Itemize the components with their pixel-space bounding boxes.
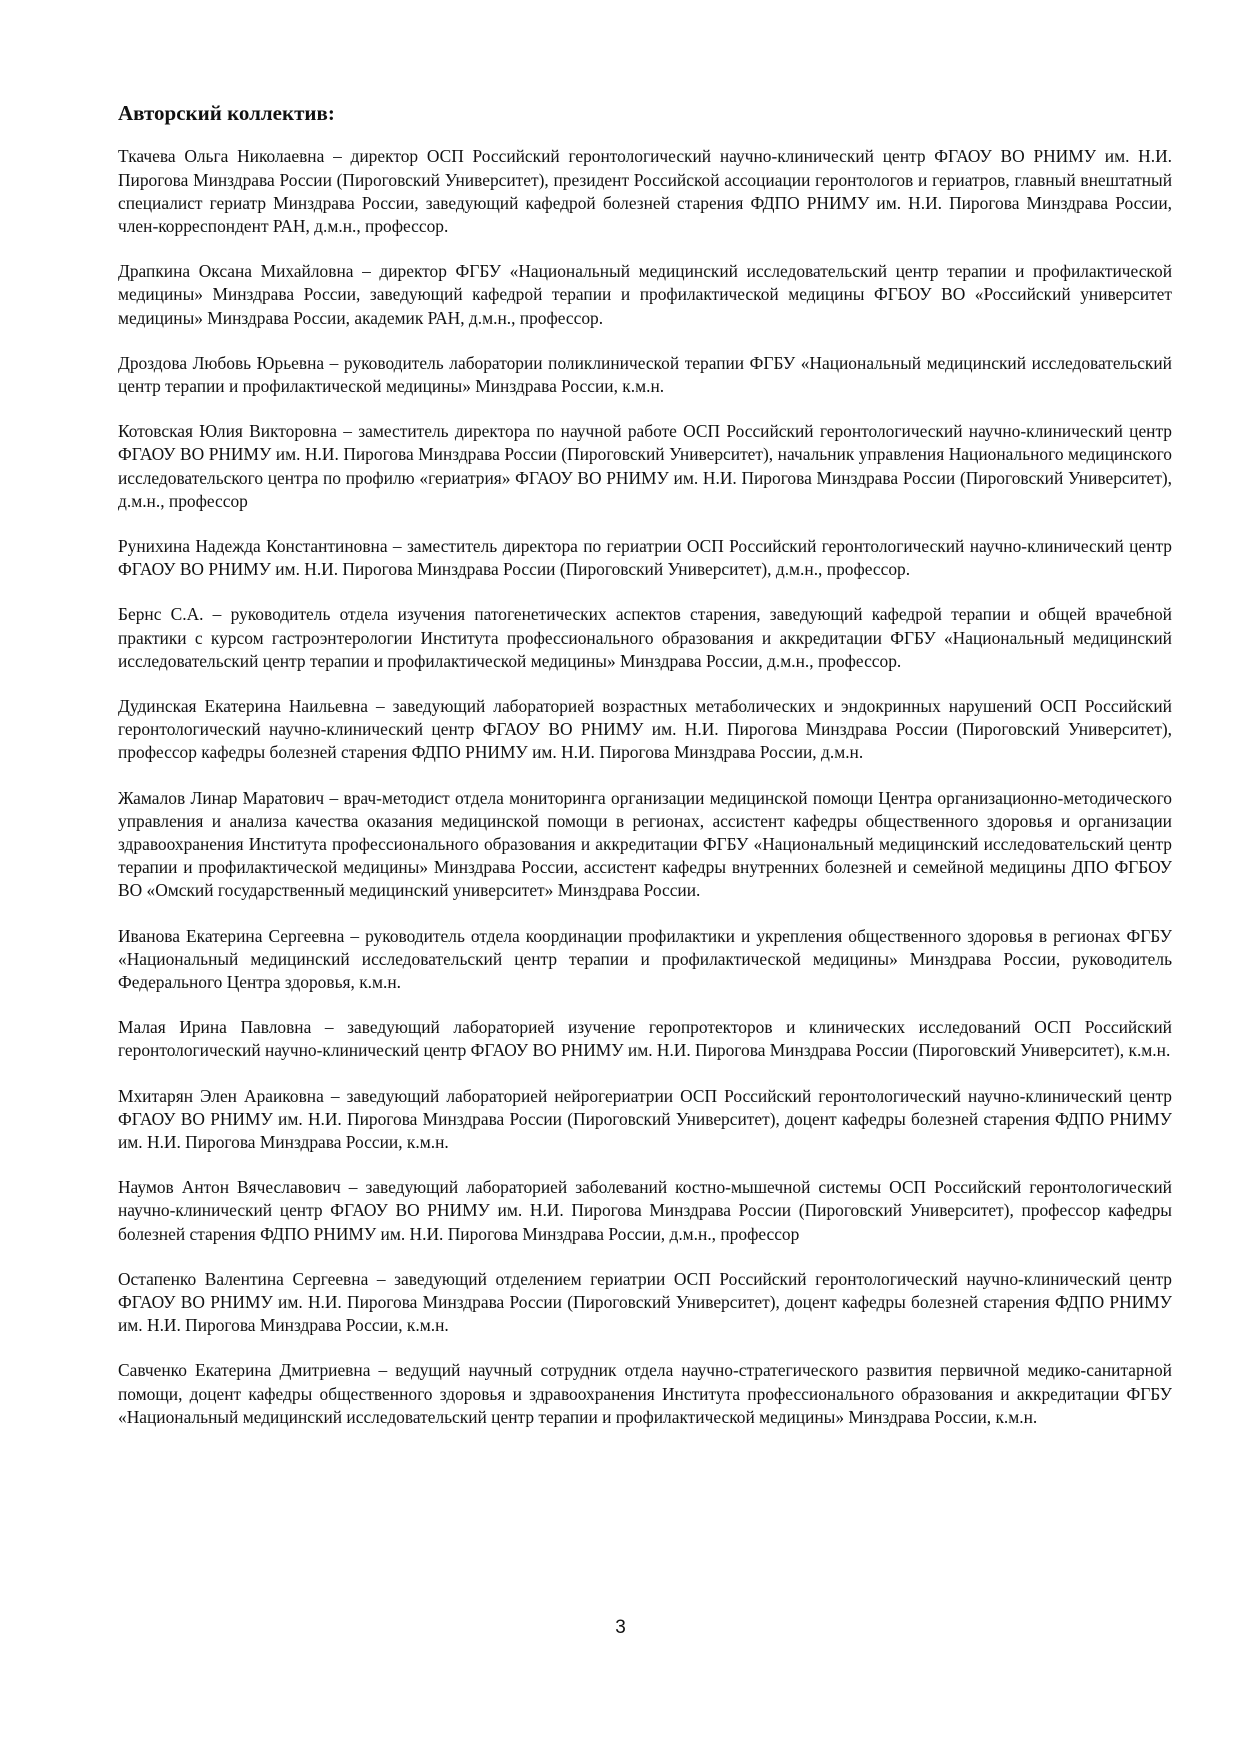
document-page	[118, 100, 1172, 1451]
author-entry: Дроздова Любовь Юрьевна – руководитель лаборатории поликлинической терапии ФГБУ «Национальный медицинский исследовательский центр терапии и профилактической медицины» Минздрава России, к.м.н.	[118, 352, 1172, 396]
author-entry: Дудинская Екатерина Наильевна – заведующий лабораторией возрастных метаболических и эндокринных нарушений ОСП Российский геронтологический научно-клинический центр ФГАОУ ВО РНИМУ им. Н.И. Пирогова Минздрава России (Пироговский Университет), профессор кафедры болезней старения ФДПО РНИМУ им. Н.И. Пирогова Минздрава России, д.м.н.	[118, 695, 1172, 763]
page-number: 3	[615, 1617, 626, 1638]
author-entry: Драпкина Оксана Михайловна – директор ФГБУ «Национальный медицинский исследовательский центр терапии и профилактической медицины» Минздрава России, заведующий кафедрой терапии и профилактической медицины ФГБОУ ВО «Российский университет медицины» Минздрава России, академик РАН, д.м.н., профессор.	[118, 261, 1172, 328]
author-entry: Иванова Екатерина Сергеевна – руководитель отдела координации профилактики и укрепления общественного здоровья в регионах ФГБУ «Национальный медицинский исследовательский центр терапии и профилактической медицины» Минздрава России, руководитель Федерального Центра здоровья, к.м.н.	[118, 925, 1172, 992]
author-entry: Мхитарян Элен Араиковна – заведующий лабораторией нейрогериатрии ОСП Российский геронтологический научно-клинический центр ФГАОУ ВО РНИМУ им. Н.И. Пирогова Минздрава России (Пироговский Университет), доцент кафедры болезней старения ФДПО РНИМУ им. Н.И. Пирогова Минздрава России, к.м.н.	[118, 1085, 1172, 1152]
author-entry: Жамалов Линар Маратович – врач-методист отдела мониторинга организации медицинской помощи Центра организационно-методического управления и анализа качества оказания медицинской помощи в регионах, ассистент кафедры общественного здоровья и организации здравоохранения Института профессионального образования и аккредитации ФГБУ «Национальный медицинский исследовательский центр терапии и профилактической медицины» Минздрава России, ассистент кафедры внутренних болезней и семейной медицины ДПО ФГБОУ ВО «Омский государственный медицинский университет» Минздрава России.	[118, 787, 1172, 901]
author-entry: Котовская Юлия Викторовна – заместитель директора по научной работе ОСП Российский геронтологический научно-клинический центр ФГАОУ ВО РНИМУ им. Н.И. Пирогова Минздрава России (Пироговский Университет), начальник управления Национального медицинского исследовательского центра по профилю «гериатрия» ФГАОУ ВО РНИМУ им. Н.И. Пирогова Минздрава России (Пироговский Университет), д.м.н., профессор	[118, 421, 1172, 511]
author-entry: Савченко Екатерина Дмитриевна – ведущий научный сотрудник отдела научно-стратегического развития первичной медико-санитарной помощи, доцент кафедры общественного здоровья и здравоохранения Института профессионального образования и аккредитации ФГБУ «Национальный медицинский исследовательский центр терапии и профилактической медицины» Минздрава России, к.м.н.	[118, 1360, 1172, 1427]
author-entry: Малая Ирина Павловна – заведующий лабораторией изучение геропротекторов и клинических исследований ОСП Российский геронтологический научно-клинический центр ФГАОУ ВО РНИМУ им. Н.И. Пирогова Минздрава России (Пироговский Университет), к.м.н.	[118, 1017, 1172, 1061]
author-entry: Бернс С.А. – руководитель отдела изучения патогенетических аспектов старения, заведующий кафедрой терапии и общей врачебной практики с курсом гастроэнтерологии Института профессионального образования и аккредитации ФГБУ «Национальный медицинский исследовательский центр терапии и профилактической медицины» Минздрава России, д.м.н., профессор.	[118, 604, 1172, 671]
author-entry: Наумов Антон Вячеславович – заведующий лабораторией заболеваний костно-мышечной системы ОСП Российский геронтологический научно-клинический центр ФГАОУ ВО РНИМУ им. Н.И. Пирогова Минздрава России (Пироговский Университет), профессор кафедры болезней старения ФДПО РНИМУ им. Н.И. Пирогова Минздрава России, д.м.н., профессор	[118, 1177, 1172, 1244]
author-entry: Остапенко Валентина Сергеевна – заведующий отделением гериатрии ОСП Российский геронтологический научно-клинический центр ФГАОУ ВО РНИМУ им. Н.И. Пирогова Минздрава России (Пироговский Университет), доцент кафедры болезней старения ФДПО РНИМУ им. Н.И. Пирогова Минздрава России, к.м.н.	[118, 1268, 1172, 1336]
author-entry: Ткачева Ольга Николаевна – директор ОСП Российский геронтологический научно-клинический центр ФГАОУ ВО РНИМУ им. Н.И. Пирогова Минздрава России (Пироговский Университет), президент Российской ассоциации геронтологов и гериатров, главный внештатный специалист гериатр Минздрава России, заведующий кафедрой болезней старения ФДПО РНИМУ им. Н.И. Пирогова Минздрава России, член-корреспондент РАН, д.м.н., профессор.	[118, 146, 1172, 236]
section-heading: Авторский коллектив:	[118, 101, 335, 125]
author-entry: Рунихина Надежда Константиновна – заместитель директора по гериатрии ОСП Российский геронтологический научно-клинический центр ФГАОУ ВО РНИМУ им. Н.И. Пирогова Минздрава России (Пироговский Университет), д.м.н., профессор.	[118, 535, 1172, 580]
